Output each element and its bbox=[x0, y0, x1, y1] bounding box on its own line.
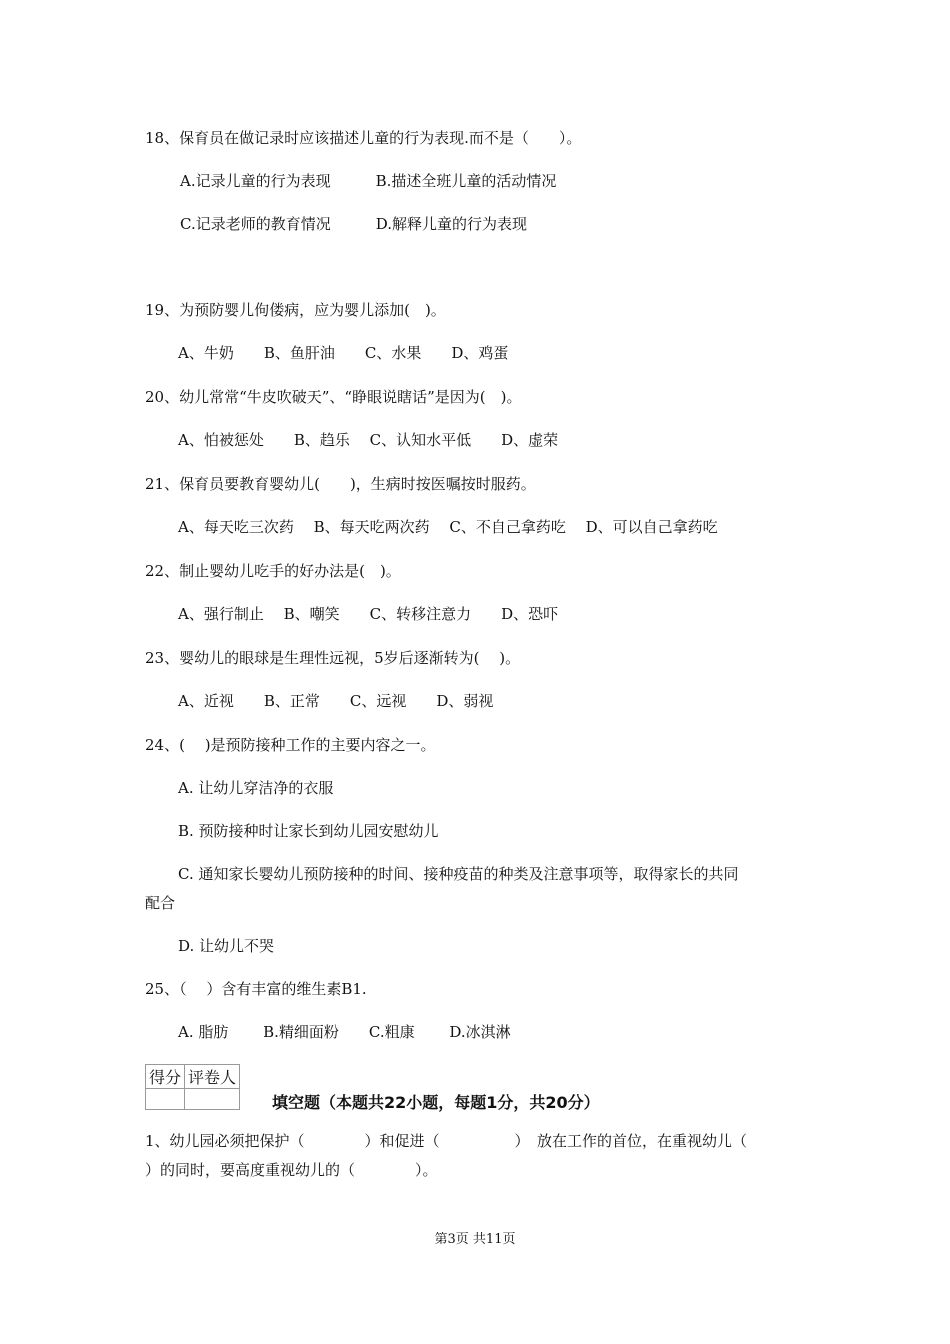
question-24-stem: 24、( )是预防接种工作的主要内容之一。 bbox=[145, 736, 436, 754]
section-title: 填空题（本题共22小题，每题1分，共20分） bbox=[272, 1093, 600, 1112]
question-19-stem: 19、为预防婴儿佝偻病，应为婴儿添加( )。 bbox=[145, 301, 446, 319]
question-24-option-b: B. 预防接种时让家长到幼儿园安慰幼儿 bbox=[178, 822, 439, 840]
question-23-stem: 23、婴幼儿的眼球是生理性远视，5岁后逐渐转为( )。 bbox=[145, 649, 521, 667]
fill-question-1-line-1: 1、幼儿园必须把保护（ ）和促进（ ） 放在工作的首位，在重视幼儿（ bbox=[145, 1132, 748, 1150]
score-label: 得分 bbox=[146, 1065, 185, 1089]
question-18-options-1: A.记录儿童的行为表现 B.描述全班儿童的活动情况 bbox=[180, 172, 557, 190]
score-box bbox=[145, 1064, 240, 1110]
question-24-option-c: C. 通知家长婴幼儿预防接种的时间、接种疫苗的种类及注意事项等，取得家长的共同 bbox=[178, 865, 739, 883]
question-21-stem: 21、保育员要教育婴幼儿( )，生病时按医嘱按时服药。 bbox=[145, 475, 536, 493]
question-24-option-a: A. 让幼儿穿洁净的衣服 bbox=[178, 779, 334, 797]
question-20-stem: 20、幼儿常常“牛皮吹破天”、“睁眼说瞎话”是因为( )。 bbox=[145, 388, 522, 406]
fill-question-1-line-2: ）的同时，要高度重视幼儿的（ ）。 bbox=[145, 1161, 438, 1179]
question-18-options-2: C.记录老师的教育情况 D.解释儿童的行为表现 bbox=[180, 215, 527, 233]
question-25-options: A. 脂肪 B.精细面粉 C.粗康 D.冰淇淋 bbox=[178, 1023, 511, 1041]
grader-cell bbox=[185, 1089, 240, 1110]
score-cell bbox=[146, 1089, 185, 1110]
question-23-options: A、近视 B、正常 C、远视 D、弱视 bbox=[178, 692, 494, 710]
question-22-options: A、强行制止 B、嘲笑 C、转移注意力 D、恐吓 bbox=[178, 605, 559, 623]
question-19-options: A、牛奶 B、鱼肝油 C、水果 D、鸡蛋 bbox=[178, 344, 509, 362]
question-24-option-d: D. 让幼儿不哭 bbox=[178, 937, 275, 955]
question-21-options: A、每天吃三次药 B、每天吃两次药 C、不自己拿药吃 D、可以自己拿药吃 bbox=[178, 518, 718, 536]
question-20-options: A、怕被惩处 B、趋乐 C、认知水平低 D、虚荣 bbox=[178, 431, 559, 449]
question-24-option-c-cont: 配合 bbox=[145, 894, 176, 912]
page-footer: 第3页 共11页 bbox=[434, 1232, 516, 1247]
question-25-stem: 25、（ ）含有丰富的维生素B1. bbox=[145, 980, 367, 998]
question-22-stem: 22、制止婴幼儿吃手的好办法是( )。 bbox=[145, 562, 401, 580]
grader-label: 评卷人 bbox=[185, 1065, 240, 1089]
question-18-stem: 18、保育员在做记录时应该描述儿童的行为表现.而不是（ ）。 bbox=[145, 129, 582, 147]
